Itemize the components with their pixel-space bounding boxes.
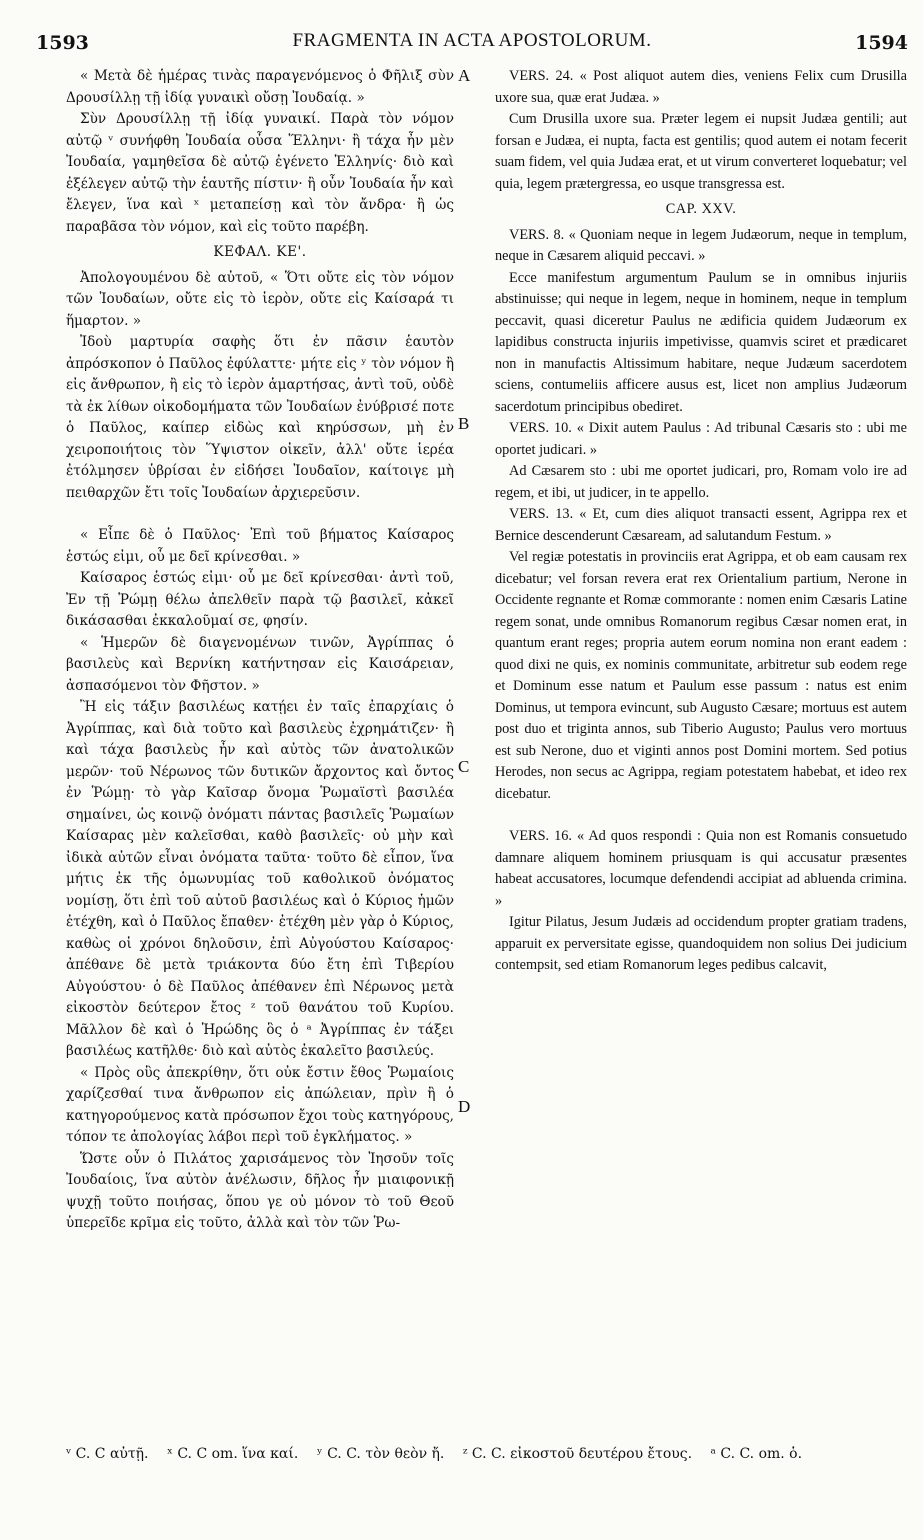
latin-paragraph: VERS. 16. « Ad quos respondi : Quia non est Romanis consuetudo damnare aliquem hominem priusquam is qui accusatur præsentes habeat accusatores, locumque defendendi accipiat ad abluenda crimina. »: [495, 828, 907, 909]
footnote: ᶻ C. C. εἰκοστοῦ δευτέρου ἔτους.: [462, 1446, 693, 1462]
margin-letter-c: C: [458, 757, 470, 776]
greek-paragraph: Ὥστε οὖν ὁ Πιλάτος χαρισάμενος τὸν Ἰησοῦν τοῖς Ἰουδαίοις, ἵνα αὐτὸν ἀνέλωσιν, δῆλος ἦν μιαιφονικῇ ψυχῇ τοῦτο ποιήσας, ὅπου γε οὐ μόνον τὸ τοῦ Θεοῦ ὑπερεῖδε κρῖμα εἰς τοῦτο, ἀλλὰ καὶ τὸν τῶν Ῥω-: [66, 1150, 454, 1231]
running-header: [36, 30, 908, 56]
latin-paragraph: VERS. 10. « Dixit autem Paulus : Ad tribunal Cæsaris sto : ubi me oportet judicari. »: [495, 420, 907, 458]
page-number-left: 1593: [36, 32, 89, 54]
latin-paragraph: Vel regiæ potestatis in provinciis erat Agrippa, et ob eam causam rex dicebatur; vel forsan revera erat rex Orientalium partium, Nerone in Occidente regnante et Romæ commorante : nomen enim Cæsaris Latine regem sonat, unde omnibus Romanorum regibus Cæsar nomen erat, in quantum erant reges; propria autem eorum nomina non erant eadem : quod dixi ne quis, ex nominis communitate, arbitretur sub eodem rege et Dominum esse natum et Paulum esse passum : natus est enim Dominus, ut tempora evincunt, sub Augusto Cæsare; mortuus est autem post duo et triginta annos, sub Tiberio Augusto; Paulus vero mortuus est sub Nerone, duo et viginti annos post Domini mortem. Sed potius Herodes, non secus ac Agrippa, regiam potestatem habebat, et ideo rex dicebatur.: [495, 549, 907, 802]
greek-paragraph: Καίσαρος ἑστώς εἰμι· οὗ με δεῖ κρίνεσθαι· ἀντὶ τοῦ, Ἐν τῇ Ῥώμῃ θέλω ἀπελθεῖν παρὰ τῷ βασιλεῖ, κἀκεῖ δικάσασθαι ἐκκαλοῦμαί σε, φησίν.: [66, 570, 454, 629]
footnotes: [66, 1444, 908, 1465]
greek-paragraph: « Εἶπε δὲ ὁ Παῦλος· Ἐπὶ τοῦ βήματος Καίσαρος ἑστώς εἰμι, οὗ με δεῖ κρίνεσθαι. »: [66, 527, 454, 565]
latin-paragraph: Igitur Pilatus, Jesum Judæis ad occidendum propter gratiam tradens, apparuit ex perversitate egisse, quandoquidem non solius Dei judicium contempsit, sed etiam Romanorum leges pedibus calcavit,: [495, 914, 907, 973]
greek-paragraph: Σὺν Δρουσίλλῃ τῇ ἰδίᾳ γυναικί. Παρὰ τὸν νόμον αὐτῷ ᵛ συνήφθη Ἰουδαία οὖσα Ἕλληνι· ἢ τάχα ἦν μὲν Ἰουδαία, γαμηθεῖσα δὲ αὐτῷ ἐγένετο Ἑλληνίς· διὸ καὶ ἐξέλεγεν αὐτῷ τὴν ἑαυτῆς πίστιν· ἢ οὖν Ἰουδαία ἦν καὶ ἔλεγεν, ἵνα καὶ ˣ μεταπείσῃ καὶ τὸν ἄνδρα· ἢ ὡς παραβᾶσα τὸν νόμον, καὶ εἰς τοῦτο παρέβη.: [66, 111, 454, 235]
margin-letter-b: B: [458, 414, 470, 433]
greek-paragraph: « Μετὰ δὲ ἡμέρας τινὰς παραγενόμενος ὁ Φῆλιξ σὺν Δρουσίλλῃ τῇ ἰδίᾳ γυναικὶ οὔσῃ Ἰουδαίᾳ. »: [66, 68, 454, 106]
latin-paragraph: Ad Cæsarem sto : ubi me oportet judicari, pro, Romam volo ire ad regem, et ibi, ut judicer, in te appello.: [495, 463, 907, 501]
latin-paragraph: VERS. 8. « Quoniam neque in legem Judæorum, neque in templum, neque in Cæsarem aliquid peccavi. »: [495, 226, 907, 264]
margin-letter-d: D: [458, 1097, 471, 1116]
greek-paragraph: Ἰδοὺ μαρτυρία σαφὴς ὅτι ἐν πᾶσιν ἑαυτὸν ἀπρόσκοπον ὁ Παῦλος ἐφύλαττε· μήτε εἰς ʸ τὸν νόμον ἢ εἰς ἄνθρωπον, ἢ εἰς τὸ ἱερὸν ἁμαρτήσας, ἀντὶ τοῦ, οὐδὲ τὰ ἐκ λίθων οἰκοδομήματα τῶν Ἰουδαίων ἐνύβρισέ ποτε ὁ Παῦλος, καίπερ εἰδὼς καὶ κηρύσσων, μὴ ἐν χειροποιήτοις τὸν Ὕψιστον οἰκεῖν, ἀλλ' οὔτε ἱερέα ἐτόλμησεν ὑβρίσαι ἐν εἰδήσει Ἰουδαῖον, καίτοιγε μὴ πειθαρχῶν ἔτι τοῖς Ἰουδαίων ἀρχιερεῦσιν.: [66, 334, 454, 501]
page-number-right: 1594: [855, 32, 908, 54]
latin-paragraph: VERS. 13. « Et, cum dies aliquot transacti essent, Agrippa rex et Bernice descenderunt Cæsaream, ad salutandum Festum. »: [495, 506, 907, 544]
footnote: ᵃ C. C. om. ὁ.: [710, 1446, 803, 1462]
margin-letter-a: A: [458, 66, 471, 85]
latin-paragraph: Ecce manifestum argumentum Paulum se in omnibus injuriis abstinuisse; qui neque in legem, neque in hominem, neque in templum peccavit, quasi diceretur Paulus ne ædificia quidem Judæorum ex lapidibus constructa injuriis impetivisse, quamvis sciret et prædicaret non in manufactis Altissimum habitare, neque Judæum sacerdotem sciens, contumeliis afficere ausus est, licet non amplius Judæorum sacerdotum principibus obediret.: [495, 269, 907, 415]
latin-paragraph: Cum Drusilla uxore sua. Præter legem ei nupsit Judæa gentili; aut forsan e Judæa, ei nupta, facta est gentilis; quod autem ei notam fecerit suam fidem, vel quia Judæa erat, et ut virum converteret loquebatur; vel quia, legem prætergressa, eo usque transgressa est.: [495, 111, 907, 192]
greek-chapter-heading: ΚΕΦΑΛ. ΚΕ'.: [213, 244, 307, 260]
page-title: FRAGMENTA IN ACTA APOSTOLORUM.: [292, 30, 652, 51]
latin-paragraph: VERS. 24. « Post aliquot autem dies, veniens Felix cum Drusilla uxore sua, quæ erat Judæa. »: [495, 68, 907, 106]
greek-paragraph: « Πρὸς οὓς ἀπεκρίθην, ὅτι οὐκ ἔστιν ἔθος Ῥωμαίοις χαρίζεσθαί τινα ἄνθρωπον εἰς ἀπώλειαν, πρὶν ἢ ὁ κατηγορούμενος κατὰ πρόσωπον ἔχοι τοὺς κατηγόρους, τόπον τε ἀπολογίας λάβοι περὶ τοῦ ἐγκλήματος. »: [66, 1064, 454, 1145]
greek-paragraph: Ἢ εἰς τάξιν βασιλέως κατῄει ἐν ταῖς ἐπαρχίαις ὁ Ἀγρίππας, καὶ διὰ τοῦτο καὶ βασιλεὺς ἐχρημάτιζεν· ἢ καὶ τάχα βασιλεὺς ἦν καὶ αὐτὸς τῶν ἀνατολικῶν μερῶν· τοῦ Νέρωνος τῶν δυτικῶν ἄρχοντος καὶ ὄντος ἐν Ῥώμῃ· τὸ γὰρ Καῖσαρ ὄνομα Ῥωμαϊστὶ βασιλέα σημαίνει, ὡς κοινῷ ὀνόματι πάντας βασιλεῖς Ῥωμαίων Καίσαρας μὲν καλεῖσθαι, καθὸ βασιλεῖς· οὐ μὴν καὶ ἰδικὰ αὐτῶν εἶναι ὀνόματα ταῦτα· τοῦτο δὲ εἶπον, ἵνα μήτις ἐκ τῆς ὁμωνυμίας τοῦ καθολικοῦ ὀνόματος νομίσῃ, ὅτι ἐπὶ τοῦ αὐτοῦ βασιλέως καὶ ὁ Κύριος ἡμῶν ἐτέχθη, καὶ ὁ Παῦλος ἔπαθεν· ἐτέχθη μὲν γὰρ ὁ Κύριος, καθὼς οἱ χρόνοι δηλοῦσιν, ἐπὶ Αὐγούστου Καίσαρος· ἀπέθανε δὲ μετὰ τριάκοντα δύο ἔτη ἐπὶ Τιβερίου Αὐγούστου· ὁ δὲ Παῦλος ἀπέθανεν ἐπὶ Νέρωνος μετὰ εἰκοστὸν δεύτερον ἔτος ᶻ τοῦ θανάτου τοῦ Κυρίου. Μᾶλλον δὲ καὶ ὁ Ἡρώδης ὃς ὁ ᵃ Ἀγρίππας ἐν τάξει βασιλέως κατῆλθε· διὸ καὶ αὐτὸς ἐκαλεῖτο βασιλεύς.: [66, 699, 454, 1059]
latin-chapter-heading: CAP. XXV.: [665, 201, 737, 217]
greek-column: [66, 66, 454, 1235]
footnote: ʸ C. C. τὸν θεὸν ἤ.: [316, 1446, 445, 1462]
footnote: ˣ C. C om. ἵνα καί.: [166, 1446, 299, 1462]
footnote: ᵛ C. C αὐτῇ.: [66, 1446, 149, 1462]
greek-paragraph: « Ἡμερῶν δὲ διαγενομένων τινῶν, Ἀγρίππας ὁ βασιλεὺς καὶ Βερνίκη κατήντησαν εἰς Καισάρειαν, ἀσπασόμενοι τὸν Φῆστον. »: [66, 634, 454, 694]
greek-paragraph: Ἀπολογουμένου δὲ αὐτοῦ, « Ὅτι οὔτε εἰς τὸν νόμον τῶν Ἰουδαίων, οὔτε εἰς τὸ ἱερὸν, οὔτε εἰς Καίσαρά τι ἥμαρτον. »: [66, 269, 454, 329]
latin-column: [495, 66, 907, 977]
